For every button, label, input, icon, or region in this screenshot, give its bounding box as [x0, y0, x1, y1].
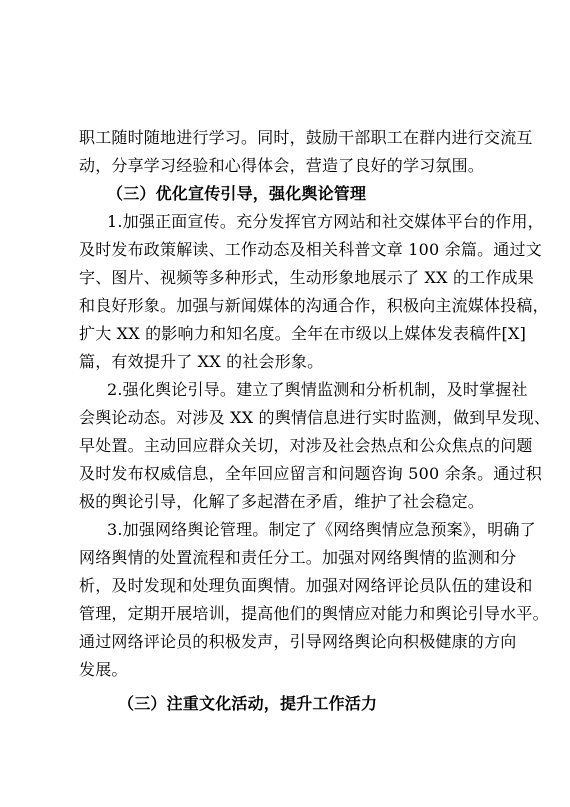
- body-text-line: 管理，定期开展培训，提高他们的舆情应对能力和舆论引导水平。: [79, 604, 549, 623]
- body-text-line: 动，分享学习经验和心得体会，营造了良好的学习氛围。: [79, 156, 485, 175]
- body-text-line: 会舆论动态。对涉及 XX 的舆情信息进行实时监测，做到早发现、: [79, 408, 551, 427]
- body-text-line: 篇，有效提升了 XX 的社会形象。: [79, 352, 324, 371]
- body-text-line: 早处置。主动回应群众关切，对涉及社会热点和公众焦点的问题: [79, 436, 533, 455]
- paragraph-first-line: 1.加强正面宣传。充分发挥官方网站和社交媒体平台的作用，: [107, 212, 544, 231]
- body-text-line: 和良好形象。加强与新闻媒体的沟通合作，积极向主流媒体投稿，: [79, 296, 549, 315]
- body-text-line: 及时发布政策解读、工作动态及相关科普文章 100 余篇。通过文: [79, 240, 542, 259]
- paragraph-first-line: 2.强化舆论引导。建立了舆情监测和分析机制，及时掌握社: [107, 380, 528, 399]
- body-text-line: 极的舆论引导，化解了多起潜在矛盾，维护了社会稳定。: [79, 492, 485, 511]
- body-text-line: 发展。: [79, 660, 128, 679]
- body-text-line: 字、图片、视频等多种形式，生动形象地展示了 XX 的工作成果: [79, 268, 534, 287]
- body-text-line: 通过网络评论员的积极发声，引导网络舆论向积极健康的方向: [79, 632, 517, 651]
- body-text-line: 网络舆情的处置流程和责任分工。加强对网络舆情的监测和分: [79, 548, 517, 567]
- section-heading: （三）优化宣传引导，强化舆论管理: [107, 184, 367, 203]
- paragraph-first-line: 3.加强网络舆论管理。制定了《网络舆情应急预案》，明确了: [107, 520, 536, 539]
- body-text-line: 析，及时发现和处理负面舆情。加强对网络评论员队伍的建设和: [79, 576, 533, 595]
- body-text-line: 及时发布权威信息，全年回应留言和问题咨询 500 余条。通过积: [79, 464, 542, 483]
- body-text-line: 扩大 XX 的影响力和知名度。全年在市级以上媒体发表稿件[X]: [79, 324, 527, 343]
- section-heading: （三）注重文化活动，提升工作活力: [118, 694, 378, 713]
- body-text-line: 职工随时随地进行学习。同时，鼓励干部职工在群内进行交流互: [79, 128, 533, 147]
